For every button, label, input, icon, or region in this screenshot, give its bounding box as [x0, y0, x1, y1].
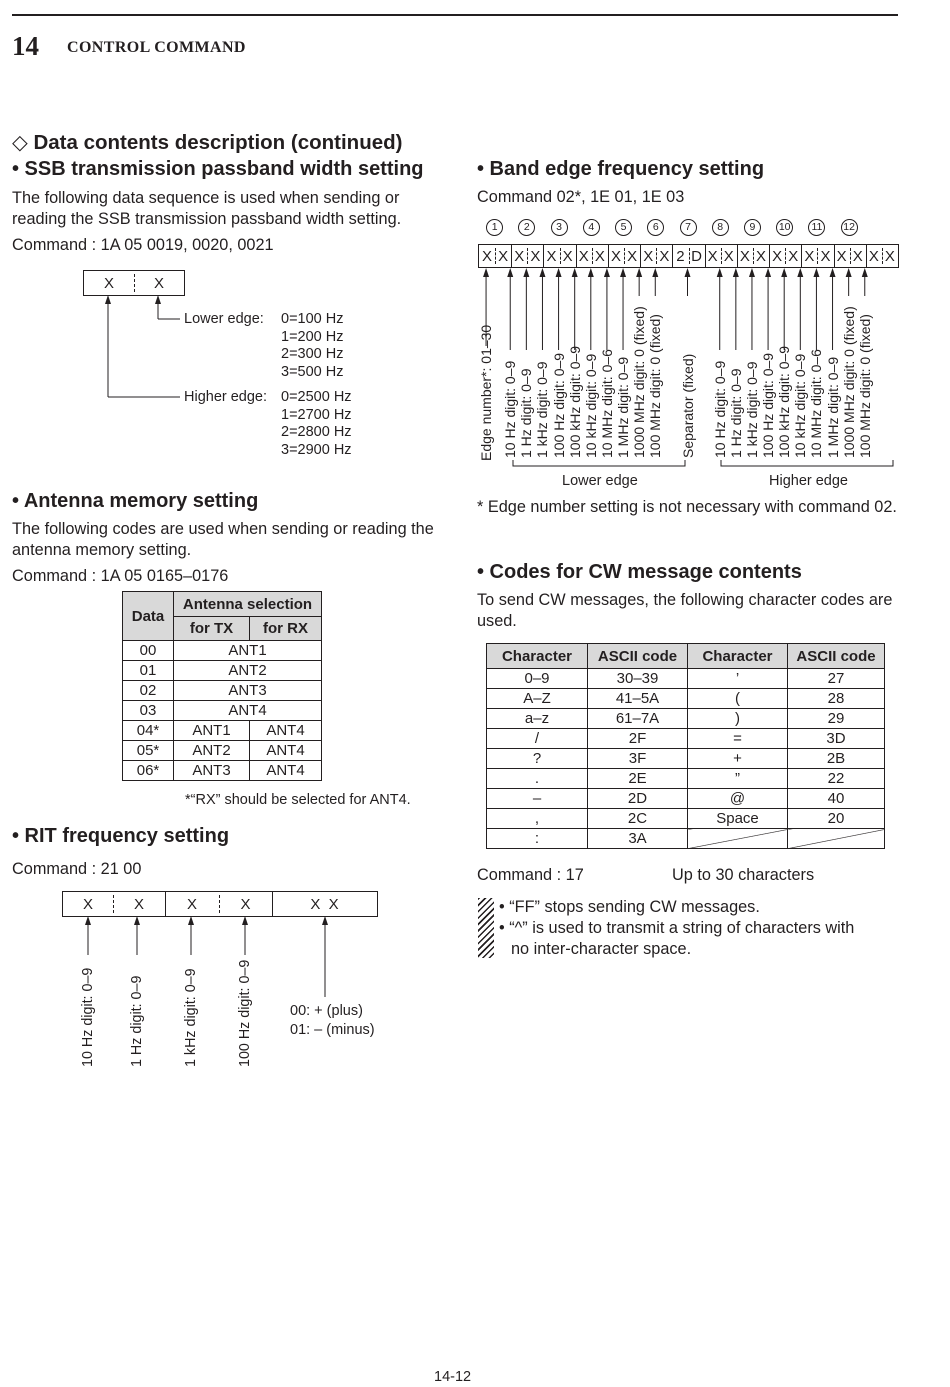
band-cell: X — [594, 247, 605, 265]
step-number-badge: 12 — [841, 219, 858, 236]
band-cell: X — [514, 247, 525, 265]
antenna-note: *“RX” should be selected for ANT4. — [185, 792, 411, 808]
cw-header: Character — [688, 644, 788, 669]
cw-header: ASCII code — [588, 644, 688, 669]
cw-note: • “FF” stops sending CW messages. — [499, 898, 760, 916]
cw-cell: ? — [487, 749, 588, 769]
chapter-title: CONTROL COMMAND — [67, 39, 246, 56]
cw-cell: 3D — [788, 729, 885, 749]
band-digit-label: 1 kHz digit: 0–9 — [534, 361, 551, 458]
rit-label: 10 Hz digit: 0–9 — [80, 967, 96, 1067]
step-number-badge: 1 — [486, 219, 503, 236]
cw-description: To send CW messages, the following character codes are used. — [477, 591, 893, 630]
antenna-tx: ANT3 — [174, 761, 250, 781]
antenna-data: 05* — [123, 741, 174, 761]
band-cell: X — [707, 247, 718, 265]
band-cell: X — [852, 247, 863, 265]
antenna-header-data: Data — [123, 592, 174, 641]
band-digit-label: 100 Hz digit: 0–9 — [760, 352, 777, 458]
cw-cell: 40 — [788, 789, 885, 809]
ssb-cell: X — [153, 274, 164, 292]
table-row — [487, 669, 885, 689]
band-cell: X — [578, 247, 589, 265]
table-row — [487, 789, 885, 809]
ssb-heading: • SSB transmission passband width setting — [12, 158, 424, 180]
ssb-lower-value: 2=300 Hz — [281, 346, 344, 362]
band-digit-label: 100 MHz digit: 0 (fixed) — [856, 314, 873, 458]
step-number-badge: 7 — [680, 219, 697, 236]
step-number-badge: 8 — [712, 219, 729, 236]
band-cell: X — [610, 247, 621, 265]
main-heading: ◇ Data contents description (continued) — [12, 131, 403, 154]
band-cell: X — [643, 247, 654, 265]
band-cell: X — [482, 247, 493, 265]
band-digit-label: 1 MHz digit: 0–9 — [615, 356, 632, 458]
cw-cell: 41–5A — [588, 689, 688, 709]
band-cell: X — [868, 247, 879, 265]
band-cell: D — [691, 247, 702, 265]
table-row — [487, 709, 885, 729]
rit-cell: X — [186, 895, 197, 913]
note-hatch-icon — [478, 898, 494, 958]
ssb-description: The following data sequence is used when sending or reading the SSB transmission passband width setting. — [12, 189, 402, 228]
band-digit-label: 100 kHz digit: 0–9 — [566, 345, 583, 458]
band-digit-label: 10 Hz digit: 0–9 — [502, 360, 519, 458]
table-row — [487, 749, 885, 769]
ssb-higher-value: 0=2500 Hz — [281, 389, 352, 405]
rit-cell: X — [82, 895, 93, 913]
band-digit-label: 10 MHz digit: 0–6 — [598, 349, 615, 458]
antenna-selection: ANT4 — [174, 701, 322, 721]
cw-limit: Up to 30 characters — [672, 866, 815, 884]
step-number-badge: 5 — [615, 219, 632, 236]
cw-cell: Space — [688, 809, 788, 829]
cw-cell: 0–9 — [487, 669, 588, 689]
ssb-higher-value: 1=2700 Hz — [281, 406, 352, 423]
band-cell: X — [820, 247, 831, 265]
cw-cell: a–z — [487, 709, 588, 729]
band-lower-edge-label: Lower edge — [562, 473, 638, 489]
antenna-rx: ANT4 — [250, 761, 322, 781]
antenna-tx: ANT2 — [174, 741, 250, 761]
antenna-data: 04* — [123, 721, 174, 741]
band-digit-label: 1 kHz digit: 0–9 — [743, 361, 760, 458]
table-row — [487, 829, 885, 849]
band-heading: • Band edge frequency setting — [477, 158, 765, 180]
cw-table — [486, 643, 885, 849]
antenna-selection: ANT2 — [174, 661, 322, 681]
antenna-tx: ANT1 — [174, 721, 250, 741]
ssb-lower-value: 0=100 Hz — [281, 311, 344, 327]
antenna-selection: ANT3 — [174, 681, 322, 701]
table-row — [487, 809, 885, 829]
band-cell: X — [723, 247, 734, 265]
band-cell: X — [546, 247, 557, 265]
antenna-selection: ANT1 — [174, 641, 322, 661]
band-cell: X — [884, 247, 895, 265]
band-digit-label: 100 Hz digit: 0–9 — [550, 352, 567, 458]
cw-cell: . — [487, 769, 588, 789]
band-cell: 2 — [676, 247, 685, 265]
antenna-data: 01 — [123, 661, 174, 681]
antenna-rx: ANT4 — [250, 721, 322, 741]
cw-cell: ’ — [688, 669, 788, 689]
ssb-lower-value: 1=200 Hz — [281, 328, 344, 345]
cw-cell: ( — [688, 689, 788, 709]
antenna-data: 03 — [123, 701, 174, 721]
rit-sign-value: 01: – (minus) — [290, 1022, 375, 1038]
band-cell: X — [659, 247, 670, 265]
rit-sign-value: 00: + (plus) — [290, 1003, 363, 1019]
cw-cell: 3F — [588, 749, 688, 769]
cw-cell: – — [487, 789, 588, 809]
cw-cell: 2D — [588, 789, 688, 809]
cw-cell: 61–7A — [588, 709, 688, 729]
rit-command: Command : 21 00 — [12, 860, 142, 878]
antenna-description: The following codes are used when sending or reading the antenna memory setting. — [12, 520, 434, 559]
antenna-header-rx: for RX — [250, 617, 322, 641]
cw-cell: ” — [688, 769, 788, 789]
ssb-lower-value: 3=500 Hz — [281, 363, 344, 380]
band-digit-label: 1 Hz digit: 0–9 — [518, 368, 535, 458]
ssb-higher-value: 3=2900 Hz — [281, 441, 352, 458]
band-digit-label: 10 kHz digit: 0–9 — [582, 353, 599, 458]
band-cell: X — [756, 247, 767, 265]
band-cell: X — [739, 247, 750, 265]
cw-cell: = — [688, 729, 788, 749]
rit-label: 1 kHz digit: 0–9 — [183, 968, 199, 1067]
rit-cell: X X — [310, 895, 339, 913]
cw-empty-cell — [788, 829, 885, 849]
band-note: * Edge number setting is not necessary with command 02. — [477, 498, 897, 516]
ssb-cell: X — [103, 274, 114, 292]
table-row — [487, 689, 885, 709]
band-cell: X — [836, 247, 847, 265]
cw-cell: 29 — [788, 709, 885, 729]
cw-cell: , — [487, 809, 588, 829]
ssb-lower-label: Lower edge: — [184, 311, 264, 327]
cw-cell: A–Z — [487, 689, 588, 709]
cw-cell: : — [487, 829, 588, 849]
band-cell: X — [627, 247, 638, 265]
cw-cell: + — [688, 749, 788, 769]
band-command: Command 02*, 1E 01, 1E 03 — [477, 188, 685, 206]
band-cell: X — [772, 247, 783, 265]
band-digit-label: 100 kHz digit: 0–9 — [776, 345, 793, 458]
cw-cell: 2F — [588, 729, 688, 749]
cw-cell: / — [487, 729, 588, 749]
cw-cell: 20 — [788, 809, 885, 829]
step-number-badge: 6 — [647, 219, 664, 236]
rit-cell: X — [240, 895, 251, 913]
band-digit-label: 100 MHz digit: 0 (fixed) — [647, 314, 664, 458]
band-digit-label: 1000 MHz digit: 0 (fixed) — [840, 306, 857, 458]
cw-cell: @ — [688, 789, 788, 809]
antenna-heading: • Antenna memory setting — [12, 490, 259, 512]
cw-cell: 27 — [788, 669, 885, 689]
cw-header: Character — [487, 644, 588, 669]
ssb-command: Command : 1A 05 0019, 0020, 0021 — [12, 236, 274, 254]
cw-cell: 2E — [588, 769, 688, 789]
band-digit-label: 1 Hz digit: 0–9 — [727, 368, 744, 458]
band-digit-label: Edge number*: 01–30 — [478, 324, 495, 461]
antenna-command: Command : 1A 05 0165–0176 — [12, 567, 229, 585]
table-row — [487, 729, 885, 749]
step-number-badge: 9 — [744, 219, 761, 236]
ssb-higher-value: 2=2800 Hz — [281, 424, 352, 440]
cw-cell: 22 — [788, 769, 885, 789]
cw-empty-cell — [688, 829, 788, 849]
band-digit-label: Separator (fixed) — [679, 353, 696, 458]
step-number-badge: 4 — [583, 219, 600, 236]
cw-cell: 2B — [788, 749, 885, 769]
band-cell: X — [498, 247, 509, 265]
page-number: 14-12 — [434, 1369, 472, 1385]
rit-label: 1 Hz digit: 0–9 — [129, 975, 145, 1067]
step-number-badge: 11 — [808, 219, 825, 236]
band-cell: X — [530, 247, 541, 265]
cw-header: ASCII code — [788, 644, 885, 669]
cw-cell: 2C — [588, 809, 688, 829]
cw-cell: 28 — [788, 689, 885, 709]
band-digit-label: 10 Hz digit: 0–9 — [711, 360, 728, 458]
table-row — [487, 769, 885, 789]
antenna-data: 06* — [123, 761, 174, 781]
antenna-data: 00 — [123, 641, 174, 661]
step-number-badge: 3 — [551, 219, 568, 236]
cw-cell: 30–39 — [588, 669, 688, 689]
antenna-rx: ANT4 — [250, 741, 322, 761]
cw-note: no inter-character space. — [511, 940, 692, 958]
antenna-header-tx: for TX — [174, 617, 250, 641]
ssb-higher-label: Higher edge: — [184, 389, 268, 405]
antenna-data: 02 — [123, 681, 174, 701]
cw-cell: ) — [688, 709, 788, 729]
band-higher-edge-label: Higher edge — [769, 473, 848, 489]
step-number-badge: 10 — [776, 219, 793, 236]
rit-label: 100 Hz digit: 0–9 — [237, 959, 253, 1067]
chapter-number: 14 — [12, 31, 39, 61]
band-digit-label: 1 MHz digit: 0–9 — [824, 356, 841, 458]
step-number-badge: 2 — [518, 219, 535, 236]
cw-note: • “^” is used to transmit a string of characters with — [499, 919, 855, 937]
band-cell: X — [562, 247, 573, 265]
band-digit-label: 10 MHz digit: 0–6 — [808, 349, 825, 458]
cw-command: Command : 17 — [477, 866, 584, 884]
rit-cell: X — [133, 895, 144, 913]
band-digit-label: 1000 MHz digit: 0 (fixed) — [631, 306, 648, 458]
band-cell: X — [804, 247, 815, 265]
antenna-header-selection: Antenna selection — [174, 592, 322, 617]
cw-heading: • Codes for CW message contents — [477, 561, 802, 583]
rit-heading: • RIT frequency setting — [12, 825, 230, 847]
cw-cell: 3A — [588, 829, 688, 849]
band-cell: X — [788, 247, 799, 265]
band-digit-label: 10 kHz digit: 0–9 — [792, 353, 809, 458]
